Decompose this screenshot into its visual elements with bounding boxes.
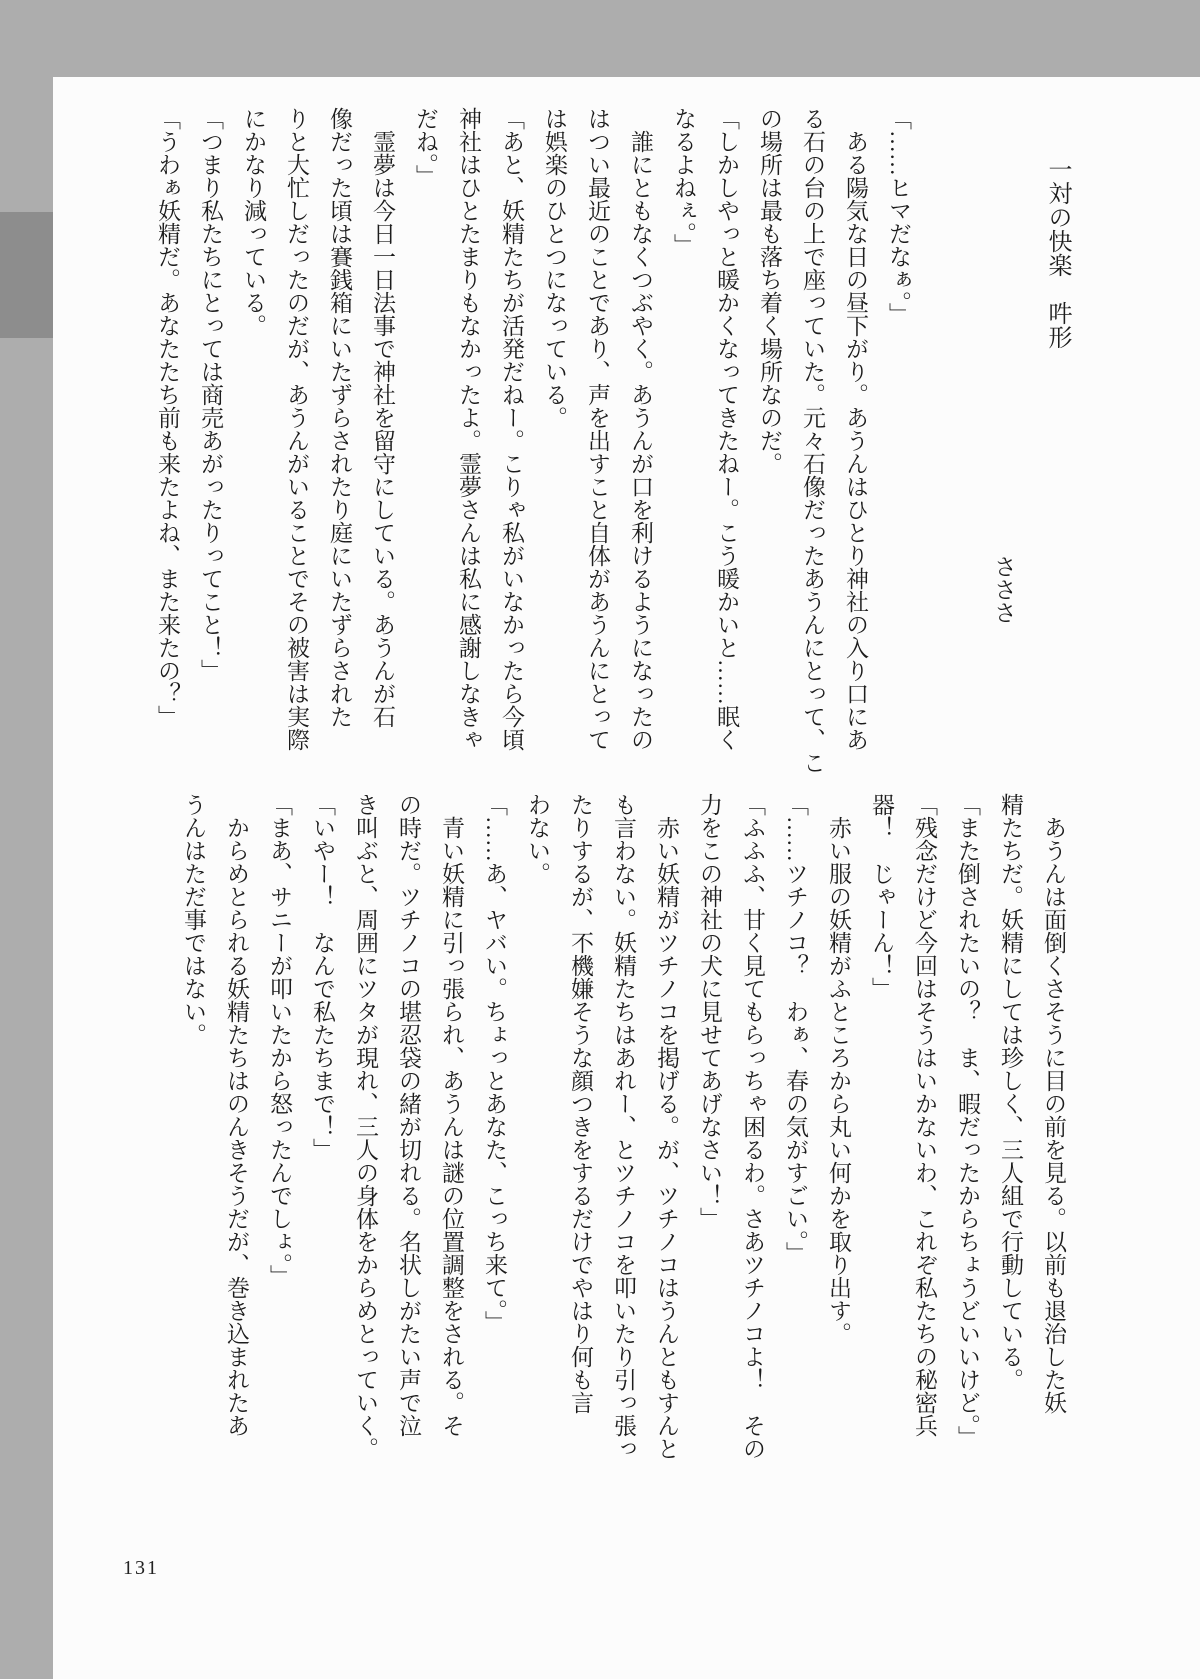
text-line: の場所は最も落ち着く場所なのだ。 [757,107,782,475]
text-line: なるよねぇ。」 [671,107,696,257]
text-line: 「いやー！ なんで私たちまで！」 [310,793,335,1161]
text-line: 「ふふふ、甘く見てもらっちゃ困るわ。さあツチノコよ！ その [740,793,765,1460]
text-line: にかなり減っている。 [241,107,266,337]
text-line: わない。 [525,793,550,885]
text-line: 誰にともなくつぶやく。あうんが口を利けるようになったの [628,107,653,751]
page-number: 131 [123,1557,159,1579]
lower-text-block [172,793,1075,1499]
text-line: の時だ。ツチノコの堪忍袋の緒が切れる。名状しがたい声で泣 [396,793,421,1437]
text-line: からめとられる妖精たちはのんきそうだが、巻き込まれたあ [224,793,249,1437]
text-line: 赤い服の妖精がふところから丸い何かを取り出す。 [826,793,851,1345]
text-line: 「あと、妖精たちが活発だねー。こりゃ私がいなかったら今頃 [499,107,524,751]
text-line: 赤い妖精がツチノコを掲げる。が、ツチノコはうんともすんと [654,793,679,1460]
text-line: ある陽気な日の昼下がり。あうんはひとり神社の入り口にあ [843,107,868,751]
text-line: 精たちだ。妖精にしては珍しく、三人組で行動している。 [998,793,1023,1391]
text-line: あうんは面倒くさそうに目の前を見る。以前も退治した妖 [1041,793,1066,1414]
text-line: 像だった頃は賽銭箱にいたずらされたり庭にいたずらされた [327,107,352,728]
text-line: 神社はひとたまりもなかったよ。霊夢さんは私に感謝しなきゃ [456,107,481,751]
text-line: たりするが、不機嫌そうな顔つきをするだけでやはり何も言 [568,793,593,1414]
text-line: 「しかしやっと暖かくなってきたねー。こう暖かいと……眠く [714,107,739,751]
text-line: だね。」 [413,107,438,188]
text-line: 器！ じゃーん！」 [869,793,894,1000]
text-line: 力をこの神社の犬に見せてあげなさい！」 [697,793,722,1230]
text-line: うんはただ事ではない。 [181,793,206,1046]
text-line: 青い妖精に引っ張られ、あうんは謎の位置調整をされる。そ [439,793,464,1437]
document-page [53,77,1200,1679]
text-line: 「残念だけど今回はそうはいかないわ、これぞ私たちの秘密兵 [912,793,937,1437]
upper-text-block [146,107,1078,789]
text-line: 「まあ、サニーが叩いたから怒ったんでしょ。」 [267,793,292,1288]
text-line: 「うわぁ妖精だ。あなたたち前も来たよね、また来たの？」 [155,107,180,728]
text-line: る石の台の上で座っていた。元々石像だったあうんにとって、こ [800,107,825,774]
text-line: 「……あ、ヤバい。ちょっとあなた、こっち来て。」 [482,793,507,1334]
text-line: は娯楽のひとつになっている。 [542,107,567,429]
story-title: 一対の快楽 吽形 [1044,157,1070,349]
text-line: き叫ぶと、周囲にツタが現れ、三人の身体をからめとっていく。 [353,793,378,1460]
author-name: さささ [991,555,1016,624]
text-line: りと大忙しだったのだが、あうんがいることでその被害は実際 [284,107,309,751]
text-line: はつい最近のことであり、声を出すこと自体があうんにとって [585,107,610,751]
text-line: も言わない。妖精たちはあれー、とツチノコを叩いたり引っ張っ [611,793,636,1460]
text-line: 「また倒されたいの？ ま、暇だったからちょうどいいけど。」 [955,793,980,1449]
text-line: 「つまり私たちにとっては商売あがったりってこと！」 [198,107,223,682]
spine-marker-tab [0,212,53,338]
text-line: 「……ツチノコ？ わぁ、春の気がすごい。」 [783,793,808,1265]
text-line: 霊夢は今日一日法事で神社を留守にしている。あうんが石 [370,107,395,728]
text-line: 「……ヒマだなぁ。」 [886,107,911,326]
